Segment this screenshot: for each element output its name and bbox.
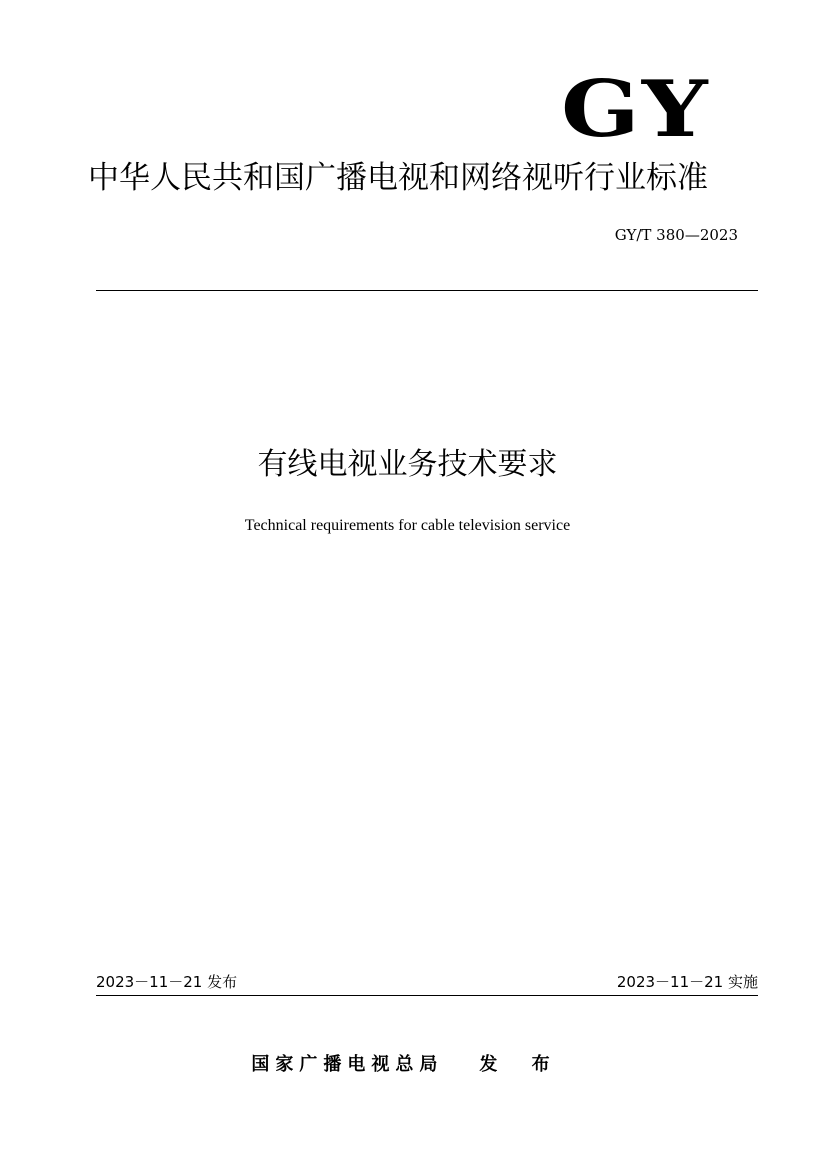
issuer-name: 国家广播电视总局 (251, 1054, 444, 1075)
document-title-english: Technical requirements for cable television service (244, 517, 571, 534)
issuer-line (0, 1050, 815, 1080)
implementation-date: 2023－11－21 实施 (616, 973, 758, 991)
standard-category: 中华人民共和国广播电视和网络视听行业标准 (88, 160, 708, 196)
bottom-divider (96, 995, 758, 996)
top-divider (96, 290, 758, 291)
issue-date: 2023－11－21 发布 (96, 973, 238, 991)
gy-logo: GY (560, 64, 710, 155)
document-title-chinese: 有线电视业务技术要求 (257, 447, 558, 482)
issuer-action: 发 布 (479, 1054, 564, 1075)
standard-number: GY/T 380—2023 (614, 226, 738, 244)
